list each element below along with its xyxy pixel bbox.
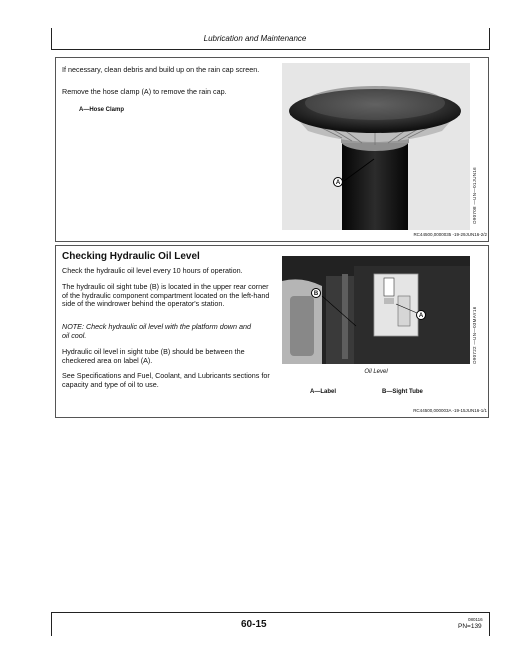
oil-paragraph-4: See Specifications and Fuel, Coolant, and Lubricants sections for capacity and type of oil to use.	[62, 371, 270, 389]
footer-left-rule	[51, 612, 52, 636]
legend-label-a: A—Label	[310, 389, 337, 395]
oil-paragraph-2: The hydraulic oil sight tube (B) is located in the upper rear corner of the hydraulic component compartment located on the left-hand side of the windrower behind the operator's station.	[62, 282, 270, 309]
hydraulic-oil-photo	[282, 256, 470, 364]
left-margin-rule	[51, 28, 52, 50]
rain-cap-paragraph-1: If necessary, clean debris and build up on the rain cap screen.	[62, 65, 260, 74]
footer-right-rule	[489, 612, 490, 636]
figure-caption: Oil Level	[364, 369, 388, 375]
section-heading: Checking Hydraulic Oil Level	[62, 251, 200, 262]
footer-small-code: 080116	[468, 617, 483, 622]
rain-cap-illustration	[282, 63, 470, 230]
legend-sight-tube-b: B—Sight Tube	[382, 389, 423, 395]
oil-paragraph-1: Check the hydraulic oil level every 10 hours of operation.	[62, 266, 243, 275]
rain-cap-paragraph-2: Remove the hose clamp (A) to remove the rain cap.	[62, 87, 227, 96]
page-number: 60-15	[241, 619, 267, 630]
oil-note: NOTE: Check hydraulic oil level with the platform down and oil cool.	[62, 322, 251, 340]
page-header-title: Lubrication and Maintenance	[203, 34, 307, 43]
footer-rule	[51, 612, 490, 613]
header-rule	[51, 49, 490, 50]
callout-a-hose-clamp: A	[333, 177, 343, 187]
oil-paragraph-3: Hydraulic oil level in sight tube (B) should be between the checkered area on label (A).	[62, 347, 245, 365]
reference-code-2: RC44500,000003A -19-15JUN16-1/1	[413, 408, 487, 413]
right-margin-rule	[489, 28, 490, 50]
reference-code-1: RC44500,0000035 -19-29JUN16-2/2	[413, 232, 487, 237]
figure-code-1: O90708 —UN—01JUN16	[472, 167, 477, 224]
figure-code-2: O90722 —UN—03MAY16	[472, 306, 477, 364]
sight-tube-illustration	[282, 256, 470, 364]
footer-pn: PN=139	[458, 623, 482, 630]
callout-a-label: A	[416, 310, 426, 320]
hose-clamp-legend: A—Hose Clamp	[79, 107, 125, 113]
callout-b-sight-tube: B	[311, 288, 321, 298]
rain-cap-photo	[282, 63, 470, 230]
